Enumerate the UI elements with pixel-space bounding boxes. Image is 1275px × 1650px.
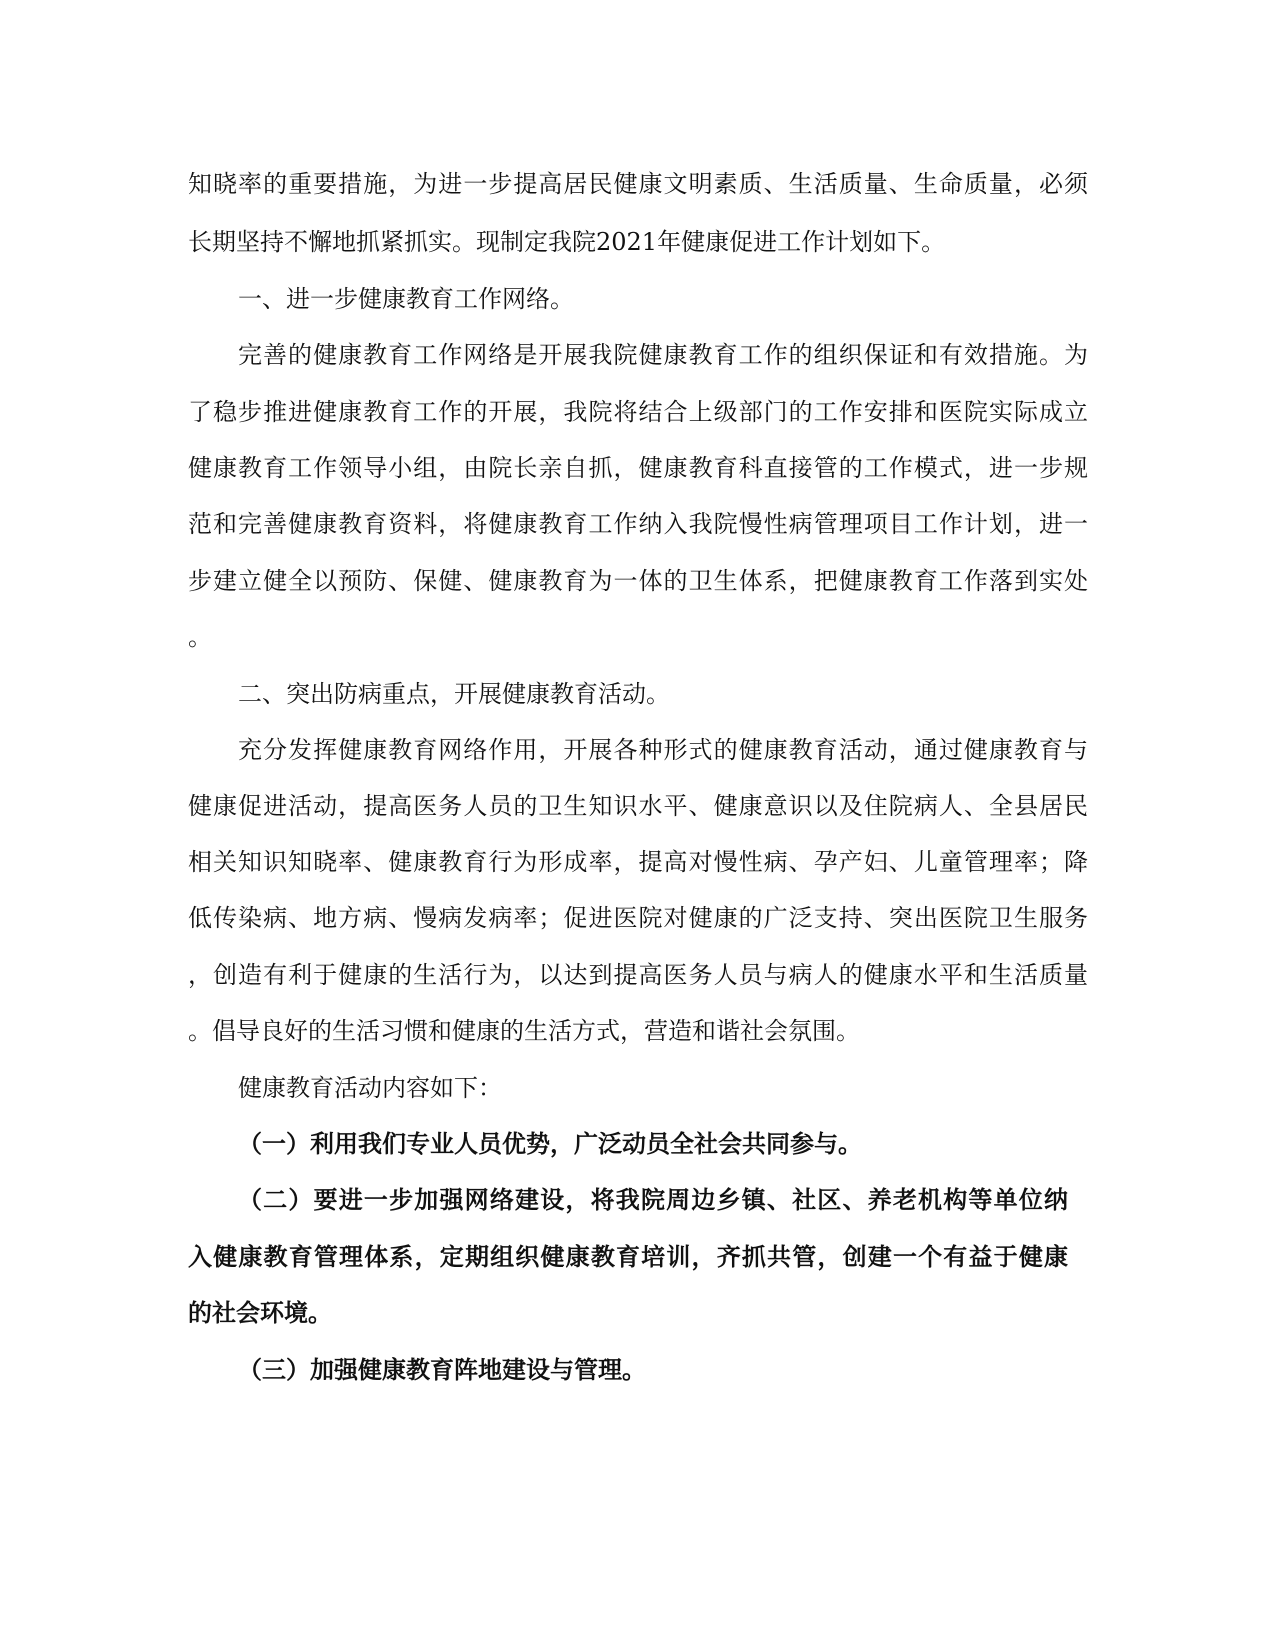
section-heading-1: 一、进一步健康教育工作网络。 <box>238 285 574 313</box>
paragraph-line: 低传染病、地方病、慢病发病率；促进医院对健康的广泛支持、突出医院卫生服务 <box>188 904 1088 932</box>
paragraph-line: 知晓率的重要措施，为进一步提高居民健康文明素质、生活质量、生命质量，必须 <box>188 170 1088 198</box>
paragraph-line: 健康促进活动，提高医务人员的卫生知识水平、健康意识以及住院病人、全县居民 <box>188 792 1088 820</box>
list-item-2-continued: 入健康教育管理体系，定期组织健康教育培训，齐抓共管，创建一个有益于健康 <box>188 1242 1068 1271</box>
paragraph-line: 范和完善健康教育资料，将健康教育工作纳入我院慢性病管理项目工作计划，进一 <box>188 510 1088 538</box>
paragraph-line: 相关知识知晓率、健康教育行为形成率，提高对慢性病、孕产妇、儿童管理率；降 <box>188 848 1088 876</box>
paragraph-line: 。倡导良好的生活习惯和健康的生活方式，营造和谐社会氛围。 <box>188 1017 860 1045</box>
paragraph-line: ，创造有利于健康的生活行为，以达到提高医务人员与病人的健康水平和生活质量 <box>188 961 1088 989</box>
paragraph-line: 。 <box>188 623 212 651</box>
paragraph-line: 长期坚持不懈地抓紧抓实。现制定我院2021年健康促进工作计划如下。 <box>188 228 946 256</box>
paragraph-line: 了稳步推进健康教育工作的开展，我院将结合上级部门的工作安排和医院实际成立 <box>188 398 1088 426</box>
list-intro: 健康教育活动内容如下： <box>238 1074 502 1102</box>
paragraph-line: 充分发挥健康教育网络作用，开展各种形式的健康教育活动，通过健康教育与 <box>238 736 1088 764</box>
section-heading-2: 二、突出防病重点，开展健康教育活动。 <box>238 680 670 708</box>
paragraph-line: 完善的健康教育工作网络是开展我院健康教育工作的组织保证和有效措施。为 <box>238 341 1088 369</box>
paragraph-line: 步建立健全以预防、保健、健康教育为一体的卫生体系，把健康教育工作落到实处 <box>188 567 1088 595</box>
list-item-1: （一）利用我们专业人员优势，广泛动员全社会共同参与。 <box>238 1129 862 1158</box>
list-item-2: （二）要进一步加强网络建设，将我院周边乡镇、社区、养老机构等单位纳 <box>238 1185 1068 1214</box>
list-item-2-continued: 的社会环境。 <box>188 1298 332 1327</box>
paragraph-line: 健康教育工作领导小组，由院长亲自抓，健康教育科直接管的工作模式，进一步规 <box>188 454 1088 482</box>
list-item-3: （三）加强健康教育阵地建设与管理。 <box>238 1355 646 1384</box>
